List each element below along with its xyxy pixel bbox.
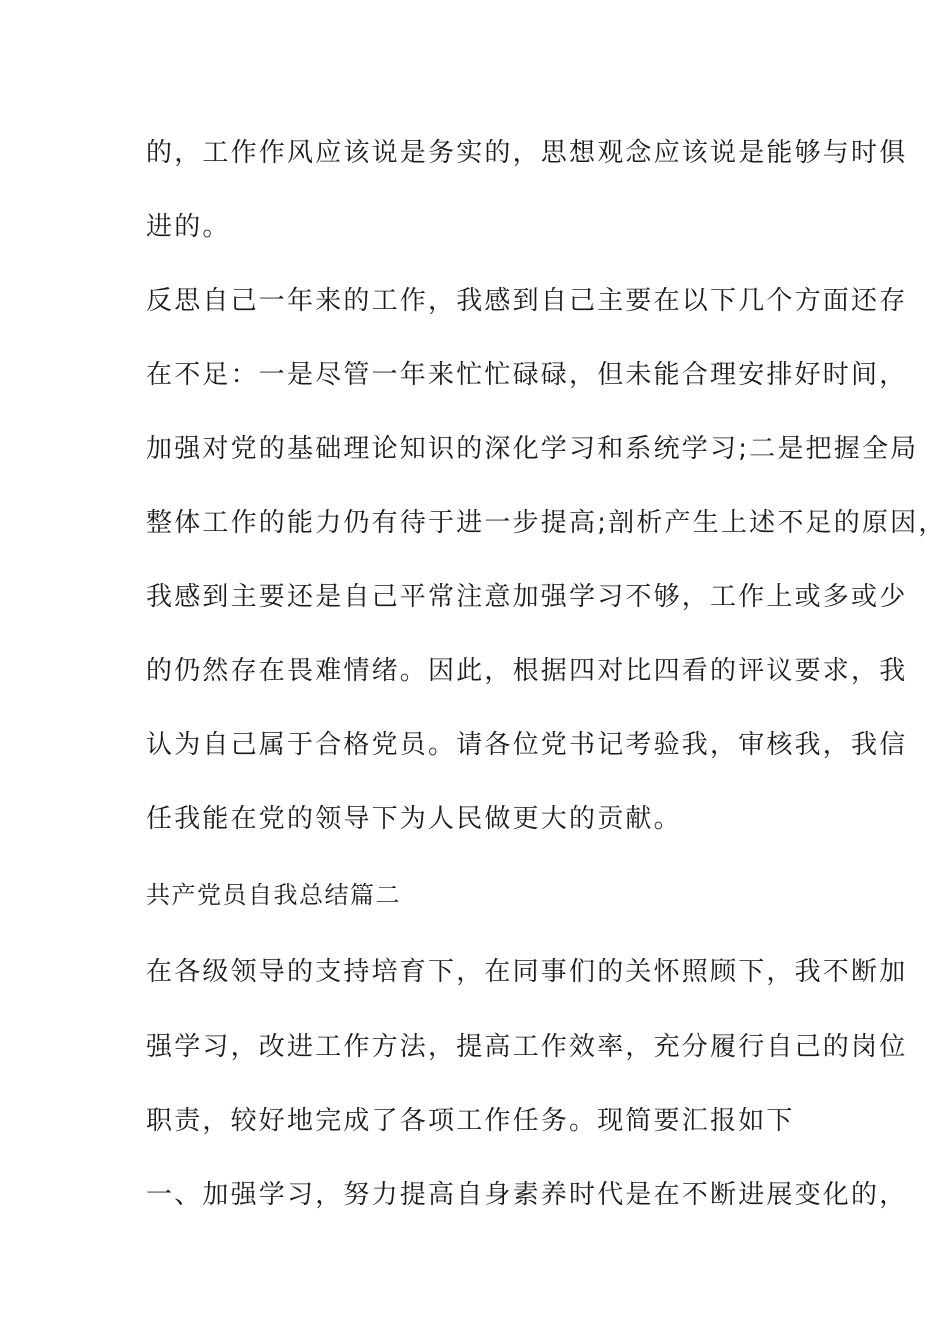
paragraph-line: 任我能在党的领导下为人民做更大的贡献。 <box>146 804 682 834</box>
paragraph-line: 的，工作作风应该说是务实的，思想观念应该说是能够与时俱 <box>146 138 908 168</box>
paragraph-line: 一、加强学习，努力提高自身素养时代是在不断进展变化的， <box>146 1180 908 1210</box>
paragraph-line: 反思自己一年来的工作，我感到自己主要在以下几个方面还存 <box>146 286 908 316</box>
section-heading: 共产党员自我总结篇二 <box>146 881 401 909</box>
paragraph-line: 职责，较好地完成了各项工作任务。现简要汇报如下 <box>146 1106 795 1136</box>
paragraph-line: 我感到主要还是自己平常注意加强学习不够，工作上或多或少 <box>146 582 908 612</box>
paragraph-line: 进的。 <box>146 212 231 242</box>
paragraph-line: 认为自己属于合格党员。请各位党书记考验我，审核我，我信 <box>146 730 908 760</box>
paragraph-line: 加强对党的基础理论知识的深化学习和系统学习;二是把握全局 <box>146 434 919 464</box>
paragraph-line: 的仍然存在畏难情绪。因此，根据四对比四看的评议要求，我 <box>146 656 908 686</box>
paragraph-line: 整体工作的能力仍有待于进一步提高;剖析产生上述不足的原因， <box>146 508 947 538</box>
paragraph-line: 在各级领导的支持培育下，在同事们的关怀照顾下，我不断加 <box>146 957 908 987</box>
paragraph-line: 强学习，改进工作方法，提高工作效率，充分履行自己的岗位 <box>146 1032 908 1062</box>
paragraph-line: 在不足：一是尽管一年来忙忙碌碌，但未能合理安排好时间， <box>146 360 908 390</box>
